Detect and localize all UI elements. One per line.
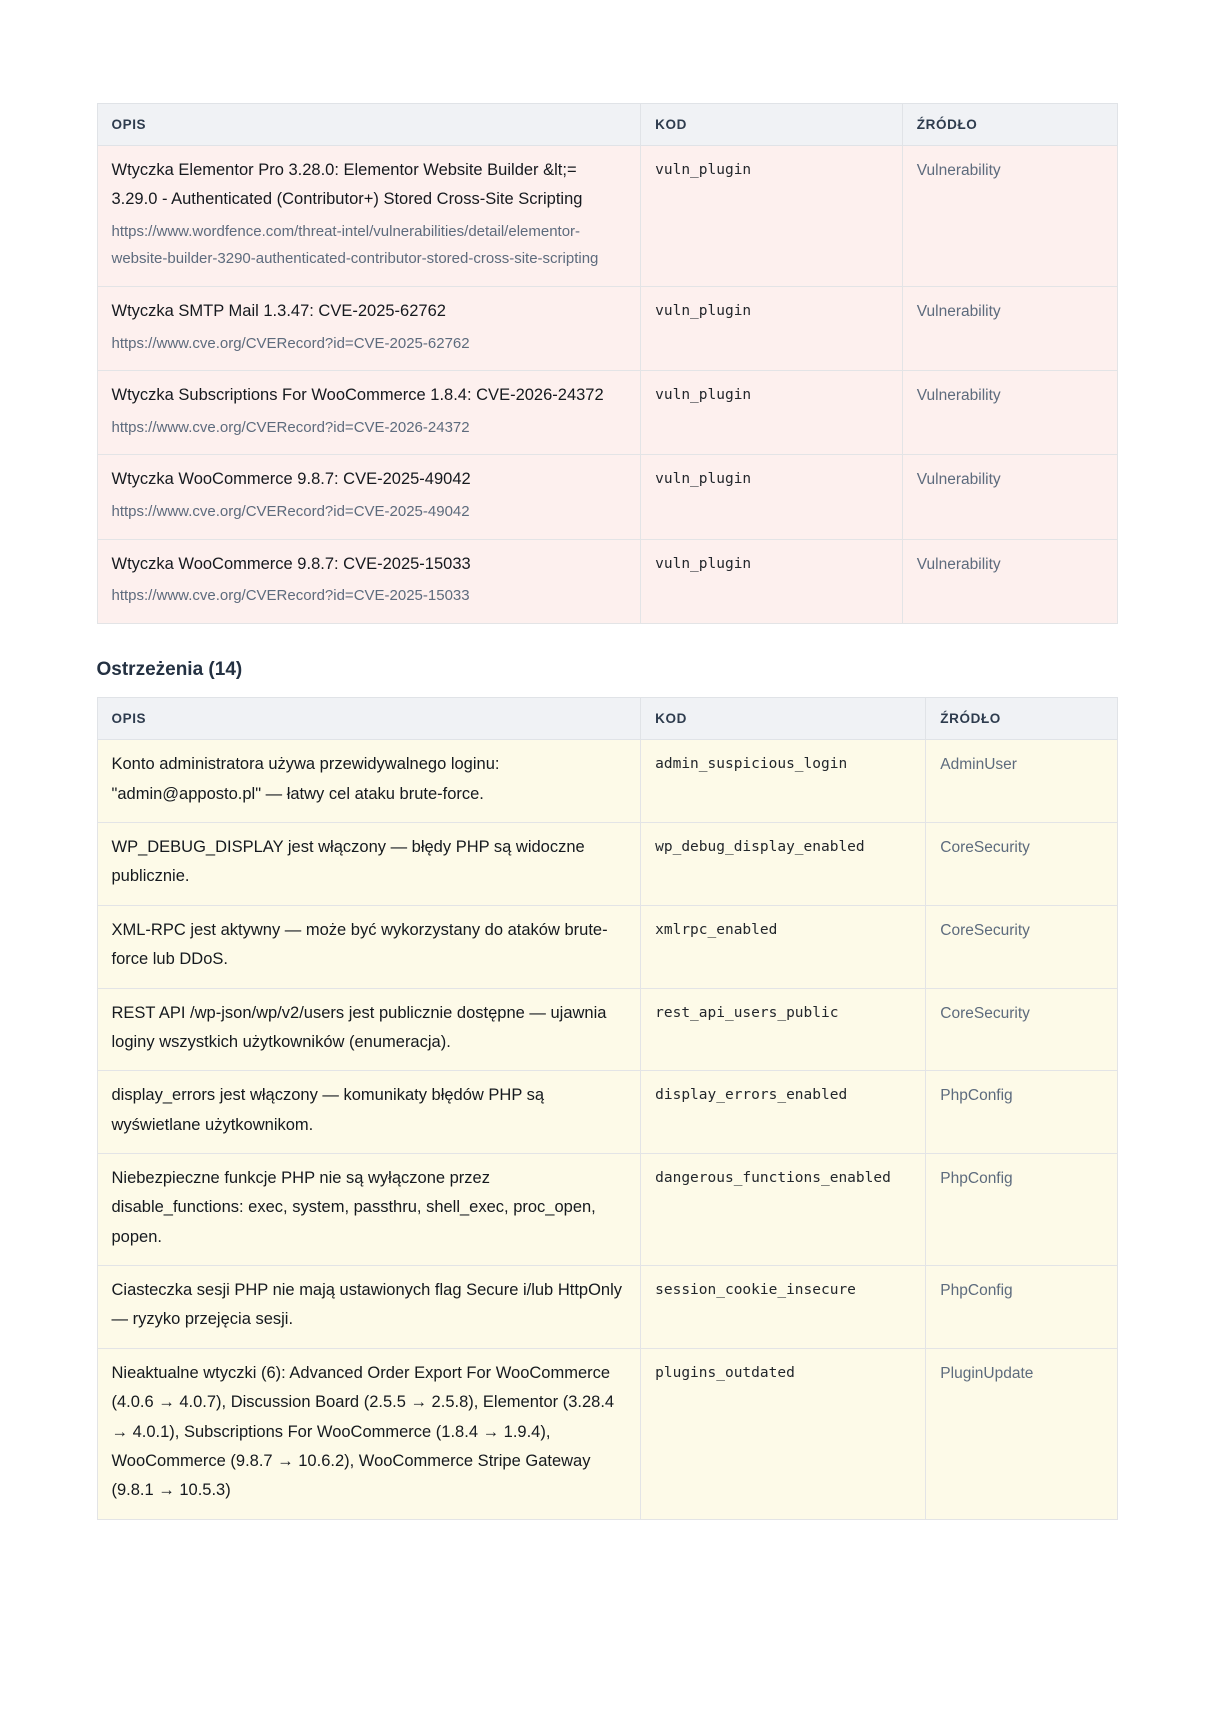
warning-source: AdminUser — [940, 756, 1017, 774]
vulnerability-row — [97, 287, 1117, 371]
warning-kod-cell — [641, 1154, 926, 1266]
warnings-table-header — [97, 698, 1117, 740]
vulnerability-title: Wtyczka Elementor Pro 3.28.0: Elementor Website Builder &lt;= 3.29.0 - Authenticated (Contributor+) Stored Cross-Site Scripting — [111, 161, 583, 209]
vulnerability-code: vuln_plugin — [655, 387, 752, 404]
warning-source: CoreSecurity — [940, 921, 1030, 939]
vulnerability-kod-cell — [641, 146, 903, 287]
warning-row — [97, 1266, 1117, 1349]
warning-zrodlo-cell — [926, 823, 1117, 906]
vulnerability-code: vuln_plugin — [655, 555, 752, 572]
vulnerability-kod-cell — [641, 287, 903, 371]
vulnerability-opis-cell — [97, 371, 641, 455]
column-header-opis: OPIS — [97, 698, 641, 740]
warning-zrodlo-cell — [926, 988, 1117, 1071]
vulnerability-zrodlo-cell — [902, 455, 1117, 539]
warning-code: admin_suspicious_login — [655, 756, 848, 773]
warning-row — [97, 1348, 1117, 1519]
warning-row — [97, 1154, 1117, 1266]
warning-opis-cell — [97, 1071, 641, 1154]
warning-row — [97, 1071, 1117, 1154]
warning-zrodlo-cell — [926, 1071, 1117, 1154]
warning-code: rest_api_users_public — [655, 1004, 839, 1021]
warnings-table — [97, 697, 1118, 1519]
warning-source: CoreSecurity — [940, 839, 1030, 857]
vulnerability-zrodlo-cell — [902, 287, 1117, 371]
warning-source: PhpConfig — [940, 1170, 1013, 1187]
header-row — [97, 698, 1117, 740]
warning-description: REST API /wp-json/wp/v2/users jest publicznie dostępne — ujawnia loginy wszystkich użytkowników (enumeracja). — [111, 1003, 607, 1051]
vulnerability-kod-cell — [641, 371, 903, 455]
vulnerability-link[interactable]: https://www.cve.org/CVERecord?id=CVE-2025-15033 — [111, 586, 470, 604]
vulnerability-zrodlo-cell — [902, 146, 1117, 287]
warning-opis-cell — [97, 1154, 641, 1266]
vulnerability-row — [97, 539, 1117, 623]
vulnerability-kod-cell — [641, 455, 903, 539]
warning-description: Ciasteczka sesji PHP nie mają ustawionych flag Secure i/lub HttpOnly — ryzyko przejęcia sesji. — [111, 1281, 623, 1329]
vulnerability-opis-cell — [97, 455, 641, 539]
warnings-heading: Ostrzeżenia (14) — [96, 658, 243, 680]
vulnerability-code: vuln_plugin — [655, 303, 752, 320]
warning-opis-cell — [97, 1348, 641, 1519]
warning-kod-cell — [641, 1071, 926, 1154]
warning-zrodlo-cell — [926, 1266, 1117, 1349]
vulnerability-link[interactable]: https://www.cve.org/CVERecord?id=CVE-2026-24372 — [111, 418, 470, 436]
warning-source: PhpConfig — [940, 1087, 1013, 1105]
vulnerability-title: Wtyczka SMTP Mail 1.3.47: CVE-2025-62762 — [111, 302, 446, 321]
warning-row — [97, 740, 1117, 823]
vulnerability-link[interactable]: https://www.wordfence.com/threat-intel/vulnerabilities/detail/elementor-website-builder-3290-authenticated-contributor-stored-cross-site-scripting — [111, 222, 599, 268]
warning-description: XML-RPC jest aktywny — może być wykorzystany do ataków brute-force lub DDoS. — [111, 920, 608, 969]
warning-opis-cell — [97, 823, 641, 906]
warning-row — [97, 905, 1117, 988]
header-row — [97, 104, 1117, 146]
warning-code: display_errors_enabled — [655, 1087, 848, 1104]
vulnerabilities-table — [97, 103, 1118, 624]
vulnerability-code: vuln_plugin — [655, 162, 752, 178]
vulnerability-zrodlo-cell — [902, 539, 1117, 623]
warning-code: plugins_outdated — [655, 1364, 795, 1381]
warning-kod-cell — [641, 740, 926, 823]
warning-kod-cell — [641, 1266, 926, 1349]
warning-kod-cell — [641, 823, 926, 906]
warnings-table-body — [97, 740, 1117, 1519]
warning-opis-cell — [97, 905, 641, 988]
vulnerability-zrodlo-cell — [902, 371, 1117, 455]
warning-code: dangerous_functions_enabled — [655, 1170, 891, 1186]
vulnerabilities-table-body — [97, 146, 1117, 624]
vulnerability-kod-cell — [641, 539, 903, 623]
vulnerability-code: vuln_plugin — [655, 471, 752, 488]
warning-description: Konto administratora używa przewidywalnego loginu: "admin@apposto.pl" — łatwy cel ataku brute-force. — [111, 755, 500, 803]
warning-description: Nieaktualne wtyczki (6): Advanced Order Export For WooCommerce (4.0.6 → 4.0.7), Discussion Board (2.5.5 → 2.5.8), Elementor (3.28.4 → 4.0.1), Subscriptions For WooCommerce (1.8.4 → 1.9.4), WooCommerce (9.8.7 → 10.6.2), WooCommerce Stripe Gateway (9.8.1 → 10.5.3) — [111, 1363, 615, 1500]
vulnerability-source: Vulnerability — [916, 303, 1001, 321]
column-header-zrodlo: ŹRÓDŁO — [902, 104, 1117, 146]
warning-kod-cell — [641, 988, 926, 1071]
warning-description: WP_DEBUG_DISPLAY jest włączony — błędy PHP są widoczne publicznie. — [111, 838, 585, 886]
warning-code: xmlrpc_enabled — [655, 921, 778, 938]
vulnerability-source: Vulnerability — [916, 387, 1001, 405]
warning-kod-cell — [641, 905, 926, 988]
warning-source: PhpConfig — [940, 1282, 1013, 1300]
vulnerability-source: Vulnerability — [916, 555, 1001, 573]
vulnerability-row — [97, 455, 1117, 539]
warning-source: PluginUpdate — [940, 1364, 1034, 1382]
warning-description: display_errors jest włączony — komunikaty błędów PHP są wyświetlane użytkownikom. — [111, 1086, 545, 1134]
vulnerability-opis-cell — [97, 146, 641, 287]
warning-code: wp_debug_display_enabled — [655, 839, 865, 856]
vulnerability-opis-cell — [97, 287, 641, 371]
vulnerability-opis-cell — [97, 539, 641, 623]
warning-source: CoreSecurity — [940, 1004, 1030, 1022]
vulnerability-title: Wtyczka WooCommerce 9.8.7: CVE-2025-49042 — [111, 470, 471, 489]
warning-zrodlo-cell — [926, 1348, 1117, 1519]
report-content — [97, 0, 1118, 1520]
vulnerability-link[interactable]: https://www.cve.org/CVERecord?id=CVE-2025-62762 — [111, 334, 470, 352]
vulnerability-title: Wtyczka WooCommerce 9.8.7: CVE-2025-15033 — [111, 554, 471, 573]
vulnerability-row — [97, 146, 1117, 287]
warning-zrodlo-cell — [926, 1154, 1117, 1266]
vulnerabilities-table-header — [97, 104, 1117, 146]
vulnerability-title: Wtyczka Subscriptions For WooCommerce 1.8.4: CVE-2026-24372 — [111, 386, 604, 405]
vulnerability-source: Vulnerability — [916, 162, 1001, 179]
warning-kod-cell — [641, 1348, 926, 1519]
warning-zrodlo-cell — [926, 740, 1117, 823]
column-header-kod: KOD — [641, 104, 903, 146]
warning-row — [97, 988, 1117, 1071]
warning-zrodlo-cell — [926, 905, 1117, 988]
vulnerability-link[interactable]: https://www.cve.org/CVERecord?id=CVE-2025-49042 — [111, 502, 470, 520]
warning-code: session_cookie_insecure — [655, 1282, 856, 1299]
warning-row — [97, 823, 1117, 906]
warning-opis-cell — [97, 988, 641, 1071]
column-header-opis: OPIS — [97, 104, 641, 146]
warning-opis-cell — [97, 740, 641, 823]
warning-description: Niebezpieczne funkcje PHP nie są wyłączone przez disable_functions: exec, system, passthru, shell_exec, proc_open, popen. — [111, 1169, 596, 1246]
vulnerability-source: Vulnerability — [916, 471, 1001, 489]
vulnerability-row — [97, 371, 1117, 455]
warning-opis-cell — [97, 1266, 641, 1349]
column-header-zrodlo: ŹRÓDŁO — [926, 698, 1117, 740]
column-header-kod: KOD — [641, 698, 926, 740]
